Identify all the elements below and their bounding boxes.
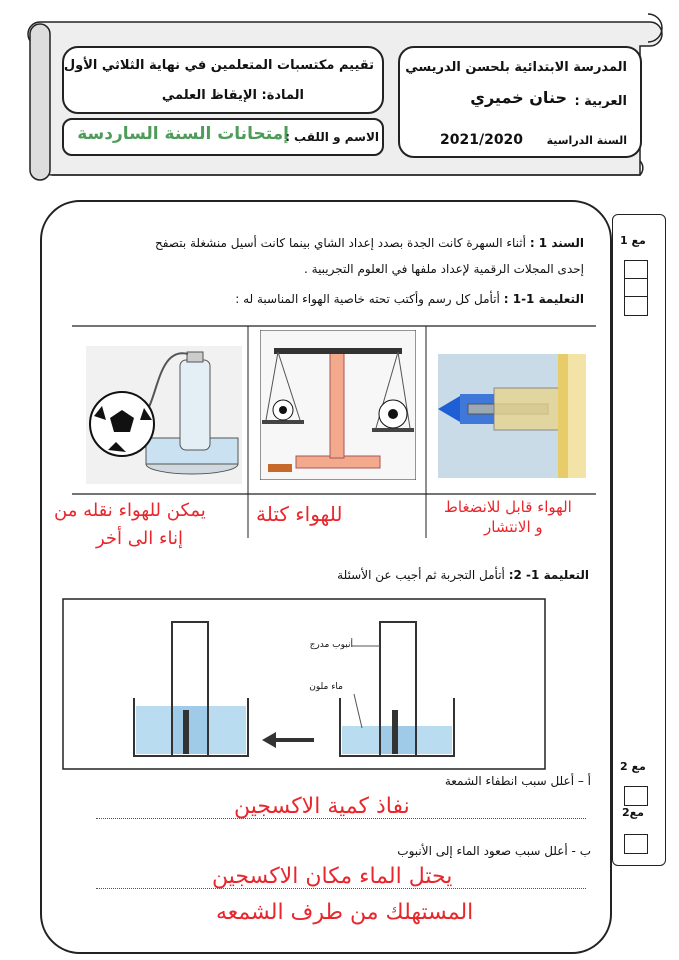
eval-subject: المادة: الإيقاظ العلمي (161, 88, 304, 103)
watermark-text: إمتحانات السنة الساردسة (77, 124, 289, 144)
school-name: المدرسة الابتدائية بلحسن الدريسي (405, 60, 627, 75)
answer-air-mass: للهواء كتلة (256, 502, 343, 526)
year-label: السنة الدراسية (546, 134, 627, 147)
name-label: الاسم و اللقب : (285, 130, 379, 144)
answer-line (96, 818, 586, 819)
answer-a: نفاذ كمية الاكسجين (234, 794, 410, 819)
mark-box[interactable] (624, 834, 648, 854)
mark-box[interactable] (624, 786, 648, 806)
eval-title: تقييم مكتسبات المتعلمين في نهاية الثلاثي الأول (63, 58, 374, 73)
graduated-tube-label: أنبوب مدرج (309, 640, 353, 650)
document-1-line-1 (155, 236, 584, 250)
syringe-picture (438, 354, 586, 478)
answer-b-line-1: يحتل الماء مكان الاكسجين (212, 864, 453, 889)
question-b: ب - أعلل سبب صعود الماء إلى الأنبوب (397, 844, 591, 858)
instruction-1-1 (235, 292, 584, 306)
instruction-1-2-label: التعليمة 1- 2: (508, 568, 589, 582)
criterion-2-label-b: مع2 (622, 806, 644, 819)
ball-bottle-picture (86, 346, 242, 484)
answer-transfer-line-1: يمكن للهواء نقله من (54, 500, 206, 521)
criterion-2-label: مع 2 (620, 760, 646, 773)
eval-title-box (62, 46, 384, 114)
instruction-1-1-label: التعليمة 1-1 : (503, 292, 584, 306)
criterion-1-label: مع 1 (620, 234, 646, 247)
mark-box[interactable] (624, 260, 648, 280)
answer-compressible-line-2: و الانتشار (484, 518, 543, 536)
teacher-name: حنان خميري (470, 88, 567, 107)
document-1-text: أثناء السهرة كانت الجدة بصدد إعداد الشاي بينما كانت أسيل منشغلة بتصفح (154, 236, 526, 250)
answer-compressible-line-1: الهواء قابل للانضغاط (444, 498, 572, 516)
mark-box[interactable] (624, 278, 648, 298)
document-1-label: السند 1 : (529, 236, 584, 250)
colored-water-label: ماء ملون (309, 682, 343, 692)
instruction-1-2-text: أتأمل التجربة ثم أجيب عن الأسئلة (337, 568, 505, 582)
document-1-line-2: إحدى المجلات الرقمية لإعداد ملفها في العلوم التجريبية . (304, 262, 584, 276)
mark-box[interactable] (624, 296, 648, 316)
answer-transfer-line-2: إناء الى أخر (96, 528, 183, 549)
balance-picture (260, 330, 416, 480)
instruction-1-2 (337, 568, 589, 582)
question-a: أ – أعلل سبب انطفاء الشمعة (444, 774, 591, 788)
answer-b-line-2: المستهلك من طرف الشمعه (216, 900, 474, 925)
instruction-1-1-text: أتأمل كل رسم وأكتب تحته خاصية الهواء المناسبة له : (235, 292, 500, 306)
candle-experiment-diagram (62, 598, 546, 770)
school-year: 2021/2020 (440, 132, 524, 148)
subject-line: العربية : (574, 94, 627, 109)
